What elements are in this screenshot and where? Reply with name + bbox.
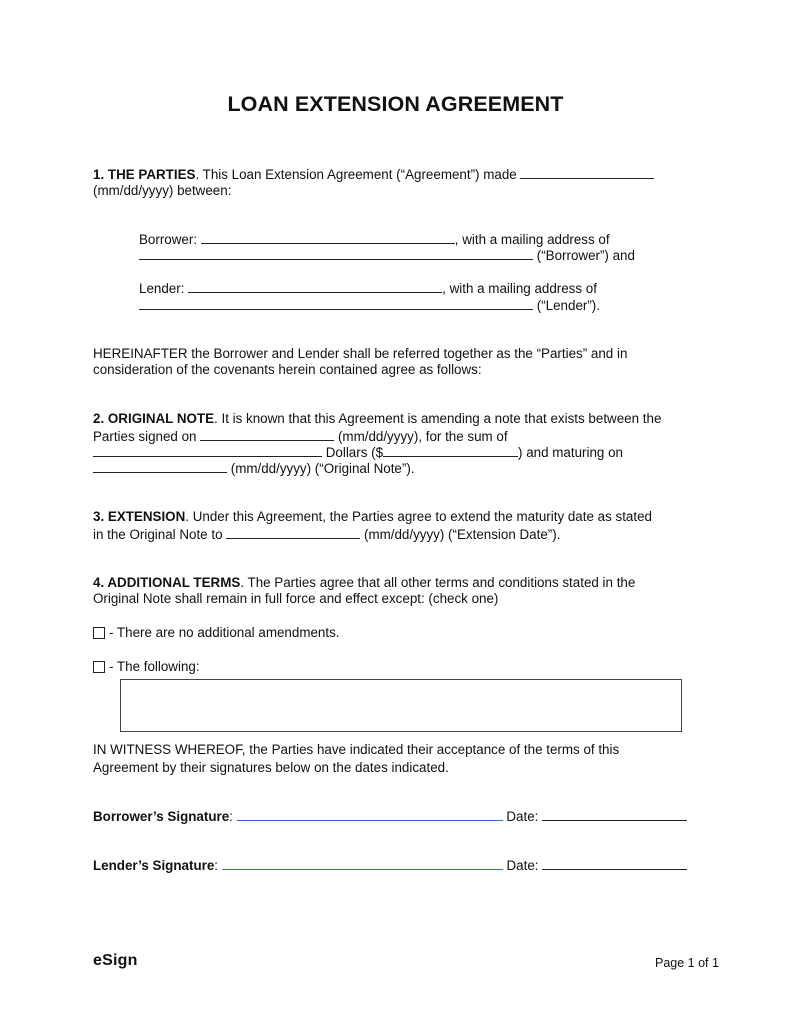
borrower-name-blank[interactable] [201,231,455,244]
borrower-line-1: Borrower: , with a mailing address of [139,232,610,247]
lender-date-blank[interactable] [542,857,687,870]
hereinafter-line-2: consideration of the covenants herein contained agree as follows: [93,362,482,377]
additional-terms-textbox[interactable] [120,679,682,732]
lender-label: Lender: [139,281,185,296]
original-note-line-1: 2. ORIGINAL NOTE. It is known that this Agreement is amending a note that exists between the [93,411,662,426]
witness-line-2: Agreement by their signatures below on the dates indicated. [93,760,449,775]
page-number: Page 1 of 1 [655,956,719,970]
borrower-date-label: Date: [506,809,539,824]
sum-amount-blank[interactable] [383,444,518,457]
agreement-date-blank[interactable] [520,166,654,179]
extension-line-2: in the Original Note to (mm/dd/yyyy) (“Extension Date”). [93,527,561,542]
additional-terms-line-2: Original Note shall remain in full force and effect except: (check one) [93,591,499,606]
extension-line-1: 3. EXTENSION. Under this Agreement, the Parties agree to extend the maturity date as stated [93,509,652,524]
additional-terms-line-1: 4. ADDITIONAL TERMS. The Parties agree that all other terms and conditions stated in the [93,575,636,590]
borrower-signature-line[interactable] [237,808,503,821]
extension-date-blank[interactable] [226,526,360,539]
lender-name-blank[interactable] [188,280,442,293]
borrower-label: Borrower: [139,232,198,247]
original-note-line-2: Parties signed on (mm/dd/yyyy), for the sum of [93,429,508,444]
lender-date-label: Date: [506,858,539,873]
sum-words-blank[interactable] [93,444,322,457]
parties-line-2: (mm/dd/yyyy) between: [93,183,232,198]
lender-signature-line[interactable] [222,857,503,870]
original-note-line-3: Dollars ($ ) and maturing on [93,444,623,462]
original-note-heading: 2. ORIGINAL NOTE [93,411,215,426]
lender-signature-label: Lender’s Signature [93,858,215,873]
borrower-signature-label: Borrower’s Signature [93,809,230,824]
borrower-line-2: (“Borrower”) and [139,247,635,265]
document-title: LOAN EXTENSION AGREEMENT [227,92,564,116]
esign-logo: eSign [93,952,138,969]
hereinafter-line-1: HEREINAFTER the Borrower and Lender shall be referred together as the “Parties” and in [93,346,628,361]
lender-line-2: (“Lender”). [139,297,600,315]
extension-heading: 3. EXTENSION [93,509,186,524]
option-no-amendments: - There are no additional amendments. [93,625,340,642]
witness-line-1: IN WITNESS WHEREOF, the Parties have indicated their acceptance of the terms of this [93,742,620,757]
borrower-address-blank[interactable] [139,247,533,260]
following-checkbox[interactable] [93,661,105,673]
no-amendments-checkbox[interactable] [93,627,105,639]
lender-address-blank[interactable] [139,297,533,310]
option-following: - The following: [93,659,200,676]
borrower-date-blank[interactable] [542,808,687,821]
parties-line-1: 1. THE PARTIES. This Loan Extension Agreement (“Agreement”) made [93,166,654,184]
parties-heading: 1. THE PARTIES [93,167,196,182]
additional-terms-heading: 4. ADDITIONAL TERMS [93,575,241,590]
borrower-signature-row: Borrower’s Signature: Date: [93,808,687,826]
note-signed-date-blank[interactable] [200,428,334,441]
maturity-date-blank[interactable] [93,460,227,473]
lender-line-1: Lender: , with a mailing address of [139,281,597,296]
original-note-line-4: (mm/dd/yyyy) (“Original Note”). [93,460,415,478]
lender-signature-row: Lender’s Signature: Date: [93,857,687,875]
